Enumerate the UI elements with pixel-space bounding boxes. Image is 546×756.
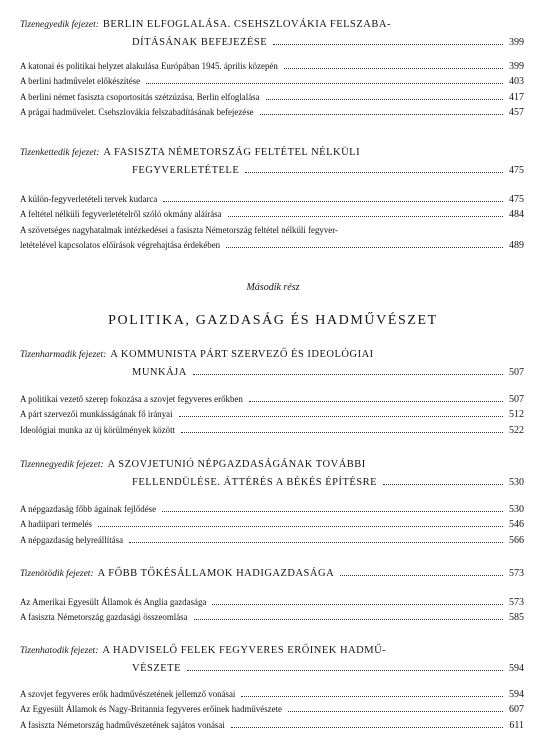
chapter-label: Tizenötödik fejezet: (20, 569, 94, 579)
section-entry (20, 74, 524, 89)
section-page: 530 (509, 504, 524, 515)
chapter-15 (20, 565, 524, 626)
chapter-title-line2: FELLENDÜLÉSE. ÁTTÉRÉS A BÉKÉS ÉPÍTÉSRE (132, 477, 378, 488)
section-page: 607 (509, 704, 524, 716)
section-page: 475 (509, 194, 524, 205)
chapter-page: 475 (509, 165, 524, 176)
section-entry (20, 533, 524, 548)
section-list (20, 502, 524, 548)
section-page: 403 (509, 76, 524, 88)
chapter-11 (20, 16, 524, 121)
chapter-title-line1: BERLIN ELFOGLALÁSA. CSEHSZLOVÁKIA FELSZABA- (102, 19, 391, 30)
chapter-title-row (20, 34, 524, 51)
section-page: 489 (509, 240, 524, 252)
chapter-title-row (20, 162, 524, 179)
chapter-label: Tizenharmadik fejezet: (20, 350, 107, 360)
section-entry (20, 90, 524, 105)
section-entry (20, 105, 524, 120)
dot-leader (187, 670, 503, 671)
section-title: A fasiszta Németország gazdasági összeomlása (20, 612, 188, 623)
chapter-title-row (20, 565, 524, 583)
chapter-label: Tizenkettedik fejezet: (20, 148, 100, 158)
dot-leader (273, 44, 503, 45)
chapter-16 (20, 642, 524, 733)
section-list (20, 392, 524, 438)
section-title: A szovjet fegyveres erők hadművészetének jellemző vonásai (20, 689, 236, 699)
section-page: 585 (509, 612, 524, 624)
section-page: 417 (509, 91, 524, 103)
chapter-label: Tizennegyedik fejezet: (20, 460, 104, 470)
section-title: letételével kapcsolatos előírások végrehajtása érdekében (20, 240, 221, 251)
dot-leader (284, 68, 503, 69)
section-title: A hadiipari termelés (20, 519, 92, 530)
section-title: A fasiszta Németország hadművészetének sajátos vonásai (20, 719, 225, 730)
section-title: A katonai és politikai helyzet alakulása Európában 1945. április közepén (20, 61, 278, 71)
section-page: 457 (509, 107, 524, 119)
section-page: 573 (509, 597, 524, 608)
chapter-title-line2: MUNKÁJA (132, 367, 187, 378)
dot-leader (193, 374, 503, 375)
dot-leader (260, 114, 503, 115)
dot-leader (266, 99, 503, 100)
chapter-heading (20, 346, 524, 364)
chapter-page: 399 (509, 37, 524, 48)
section-title: A berlini hadművelet előkészítése (20, 76, 141, 87)
section-entry (20, 238, 524, 253)
section-title: A népgazdaság helyreállítása (20, 534, 124, 545)
section-entry (20, 687, 524, 702)
dot-leader (179, 416, 503, 417)
section-entry (20, 207, 524, 222)
section-list (20, 595, 524, 626)
section-title: A feltétel nélküli fegyverletételről szóló okmány aláírása (20, 209, 222, 220)
section-list (20, 687, 524, 733)
dot-leader (163, 201, 503, 202)
section-entry (20, 423, 524, 438)
section-entry (20, 517, 524, 532)
chapter-heading (20, 456, 524, 474)
chapter-14 (20, 456, 524, 548)
chapter-13 (20, 346, 524, 438)
section-page: 522 (509, 424, 524, 436)
chapter-title-line2: DÍTÁSÁNAK BEFEJEZÉSE (132, 37, 268, 48)
chapter-heading (20, 16, 524, 34)
chapter-heading (20, 144, 524, 162)
chapter-page: 573 (509, 568, 524, 579)
chapter-title-line1: A FASISZTA NÉMETORSZÁG FELTÉTEL NÉLKÜLI (103, 147, 361, 158)
section-entry (20, 610, 524, 625)
section-title: A prágai hadművelet. Csehszlovákia felszabadításának befejezése (20, 107, 254, 118)
chapter-title-line1: A HADVISELŐ FELEK FEGYVERES ERŐINEK HADMŰ- (102, 645, 387, 656)
section-entry (20, 502, 524, 517)
dot-leader (383, 484, 503, 485)
dot-leader (288, 711, 503, 712)
chapter-title-row (20, 364, 524, 381)
section-title: Ideológiai munka az új körülmények között (20, 424, 176, 435)
dot-leader (98, 526, 503, 527)
dot-leader (194, 619, 503, 620)
section-entry (20, 718, 524, 733)
section-title: A berlini német fasiszta csoportosítás szétzúzása. Berlin elfoglalása (20, 91, 260, 102)
dot-leader (249, 401, 503, 402)
section-title-first-line: A szövetséges nagyhatalmak intézkedései a fasiszta Németország feltétel nélküli fegyver- (20, 224, 338, 235)
section-entry (20, 595, 524, 610)
chapter-label: Tizenegyedik fejezet: (20, 20, 99, 30)
dot-leader (241, 696, 503, 697)
section-entry (20, 702, 524, 717)
chapter-title-line1: A KOMMUNISTA PÁRT SZERVEZŐ ÉS IDEOLÓGIAI (110, 349, 374, 360)
chapter-title-line1: A FŐBB TŐKÉSÁLLAMOK HADIGAZDASÁGA (97, 568, 335, 579)
section-page: 507 (509, 394, 524, 405)
section-page: 611 (509, 719, 524, 731)
section-title: Az Amerikai Egyesült Államok és Anglia gazdasága (20, 597, 207, 607)
dot-leader (226, 247, 503, 248)
section-page: 594 (509, 689, 524, 700)
section-list (20, 192, 524, 254)
chapter-page: 507 (509, 367, 524, 378)
section-list (20, 59, 524, 121)
section-title: Az Egyesült Államok és Nagy-Britannia fegyveres erőinek hadművészete (20, 704, 282, 715)
part-label: Második rész (246, 282, 300, 293)
chapter-title-line2: FEGYVERLETÉTELE (132, 165, 240, 176)
section-entry (20, 59, 524, 74)
chapter-title-row (20, 474, 524, 491)
dot-leader (212, 604, 503, 605)
dot-leader (162, 511, 503, 512)
chapter-heading (20, 642, 524, 660)
section-entry (20, 407, 524, 422)
part-title: POLITIKA, GAZDASÁG ÉS HADMŰVÉSZET (108, 313, 438, 328)
dot-leader (245, 172, 503, 173)
section-page: 546 (509, 519, 524, 531)
chapter-page: 594 (509, 663, 524, 674)
chapter-12 (20, 144, 524, 254)
section-title: A párt szervezői munkásságának fő irányai (20, 409, 173, 420)
dot-leader (228, 216, 503, 217)
dot-leader (231, 727, 504, 728)
chapter-label: Tizenhatodik fejezet: (20, 646, 99, 656)
dot-leader (340, 575, 503, 576)
chapter-page: 530 (509, 477, 524, 488)
section-entry (20, 392, 524, 407)
chapter-title-line2: VÉSZETE (132, 663, 181, 674)
section-title: A külön-fegyverletételi tervek kudarca (20, 194, 158, 204)
dot-leader (129, 542, 503, 543)
chapter-title-line1: A SZOVJETUNIÓ NÉPGAZDASÁGÁNAK TOVÁBBI (107, 459, 366, 470)
section-title: A politikai vezető szerep fokozása a szovjet fegyveres erőkben (20, 394, 243, 404)
section-page: 566 (509, 534, 524, 546)
section-page: 512 (509, 409, 524, 421)
dot-leader (181, 432, 503, 433)
dot-leader (146, 83, 503, 84)
section-page: 399 (509, 61, 524, 72)
chapter-title-row (20, 660, 524, 677)
section-title: A népgazdaság főbb ágainak fejlődése (20, 504, 157, 514)
section-page: 484 (509, 209, 524, 221)
section-entry (20, 192, 524, 207)
